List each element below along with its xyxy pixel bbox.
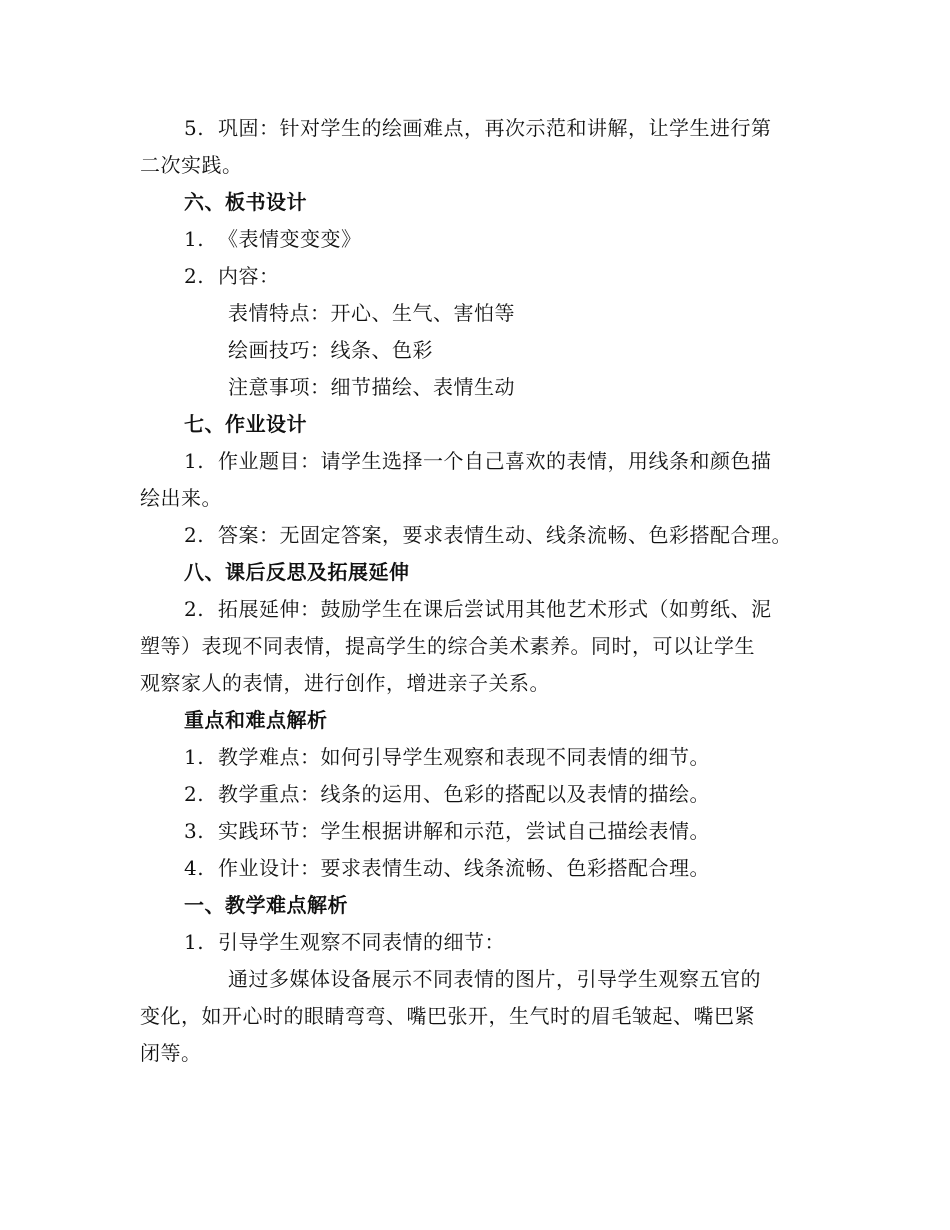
list-number: 2. — [184, 523, 205, 547]
list-item — [184, 782, 710, 806]
list-item — [184, 523, 792, 547]
section-heading: 重点和难点解析 — [184, 708, 328, 732]
paragraph-continuation: 观察家人的表情，进行创作，增进亲子关系。 — [140, 671, 550, 695]
list-text: 引导学生观察不同表情的细节： — [218, 930, 505, 954]
list-text: 《表情变变变》 — [218, 227, 362, 251]
paragraph-continuation: 变化，如开心时的眼睛弯弯、嘴巴张开，生气时的眉毛皱起、嘴巴紧 — [140, 1004, 755, 1028]
list-number: 2. — [184, 597, 205, 621]
list-item — [184, 930, 505, 954]
list-number: 4. — [184, 856, 205, 880]
list-text: 作业设计：要求表情生动、线条流畅、色彩搭配合理。 — [218, 856, 710, 880]
paragraph-continuation: 二次实践。 — [140, 153, 243, 177]
paragraph-continuation: 塑等）表现不同表情，提高学生的综合美术素养。同时，可以让学生 — [140, 634, 755, 658]
content-detail: 注意事项：细节描绘、表情生动 — [228, 375, 515, 399]
list-number: 1. — [184, 449, 205, 473]
paragraph-continuation: 闭等。 — [140, 1041, 202, 1065]
list-number: 3. — [184, 819, 205, 843]
list-number: 2. — [184, 264, 205, 288]
list-item — [184, 116, 772, 140]
list-number: 1. — [184, 227, 205, 251]
list-item — [184, 227, 362, 251]
section-heading: 一、教学难点解析 — [184, 893, 348, 917]
content-detail: 表情特点：开心、生气、害怕等 — [228, 301, 515, 325]
list-number: 2. — [184, 782, 205, 806]
list-text: 教学难点：如何引导学生观察和表现不同表情的细节。 — [218, 745, 710, 769]
list-item — [184, 856, 710, 880]
list-number: 5. — [184, 116, 205, 140]
list-item — [184, 597, 772, 621]
list-text: 拓展延伸：鼓励学生在课后尝试用其他艺术形式（如剪纸、泥 — [218, 597, 772, 621]
list-text: 实践环节：学生根据讲解和示范，尝试自己描绘表情。 — [218, 819, 710, 843]
list-item — [184, 264, 280, 288]
list-number: 1. — [184, 930, 205, 954]
list-text: 巩固：针对学生的绘画难点，再次示范和讲解，让学生进行第 — [218, 116, 772, 140]
list-item — [184, 745, 710, 769]
paragraph-text: 通过多媒体设备展示不同表情的图片，引导学生观察五官的 — [228, 967, 761, 991]
section-heading: 八、课后反思及拓展延伸 — [184, 560, 410, 584]
list-text: 教学重点：线条的运用、色彩的搭配以及表情的描绘。 — [218, 782, 710, 806]
list-number: 1. — [184, 745, 205, 769]
list-text: 内容： — [218, 264, 280, 288]
section-heading: 七、作业设计 — [184, 412, 307, 436]
list-text: 作业题目：请学生选择一个自己喜欢的表情，用线条和颜色描 — [218, 449, 772, 473]
paragraph-continuation: 绘出来。 — [140, 486, 222, 510]
list-item — [184, 449, 772, 473]
section-heading: 六、板书设计 — [184, 190, 307, 214]
list-item — [184, 819, 710, 843]
list-text: 答案：无固定答案，要求表情生动、线条流畅、色彩搭配合理。 — [218, 523, 792, 547]
content-detail: 绘画技巧：线条、色彩 — [228, 338, 433, 362]
